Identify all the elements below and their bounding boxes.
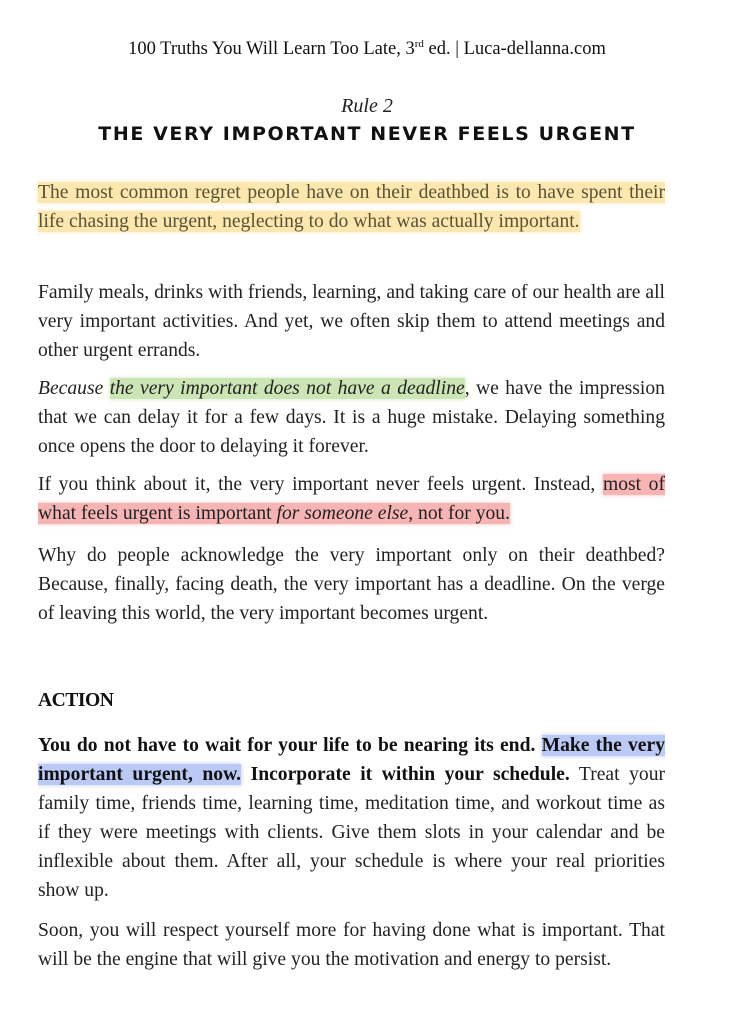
highlight-red-text: most of what feels urgent is important: [38, 474, 665, 524]
space: [103, 378, 109, 399]
bold-text-2: Incorporate it within your schedule.: [241, 764, 570, 785]
rule-label: Rule 2: [341, 95, 393, 117]
paragraph-5: Why do people acknowledge the very important only on their deathbed? Because, finally, facing death, the very important has a deadline. On the verge of leaving this world, the very important becomes urgent.: [38, 545, 665, 624]
highlight-yellow: The most common regret people have on their deathbed is to have spent their life chasing the urgent, neglecting to do what was actually important.: [38, 182, 665, 232]
paragraph-6: [38, 731, 665, 905]
header-text: 100 Truths You Will Learn Too Late, 3: [128, 39, 415, 60]
header-text-end: ed. | Luca-dellanna.com: [423, 39, 606, 60]
paragraph-3: [38, 374, 665, 461]
bold-text: You do not have to wait for your life to be nearing its end.: [38, 735, 542, 756]
highlight-green: the very important does not have a deadline: [109, 378, 465, 399]
paragraph-text: If you think about it, the very important never feels urgent. Instead,: [38, 474, 603, 495]
chapter-title: THE VERY IMPORTANT NEVER FEELS URGENT: [98, 123, 636, 145]
paragraph-text: , we have the impression that we can delay it for a few days. It is a huge mistake. Delaying something once opens the door to delaying it forever.: [38, 378, 665, 457]
paragraph-text: Treat your family time, friends time, learning time, meditation time, and workout time as if they were meetings with clients. Give them slots in your calendar and be inflexible about them. After all, your schedule is where your real priorities show up.: [38, 764, 666, 901]
highlight-red-italic: for someone else: [276, 503, 409, 524]
highlight-red-end: , not for you.: [408, 503, 510, 524]
italic-text: Because: [38, 378, 104, 399]
paragraph-4: [38, 470, 665, 528]
paragraph-7: Soon, you will respect yourself more for having done what is important. That will be the engine that will give you the motivation and energy to persist.: [38, 920, 665, 970]
paragraph-1: [38, 178, 665, 236]
highlight-blue: Make the very important urgent, now.: [38, 735, 665, 785]
running-header: [0, 38, 734, 60]
header-superscript: rd: [414, 38, 424, 50]
action-heading: ACTION: [38, 690, 114, 711]
paragraph-2: Family meals, drinks with friends, learning, and taking care of our health are all very important activities. And yet, we often skip them to attend meetings and other urgent errands.: [38, 282, 665, 361]
